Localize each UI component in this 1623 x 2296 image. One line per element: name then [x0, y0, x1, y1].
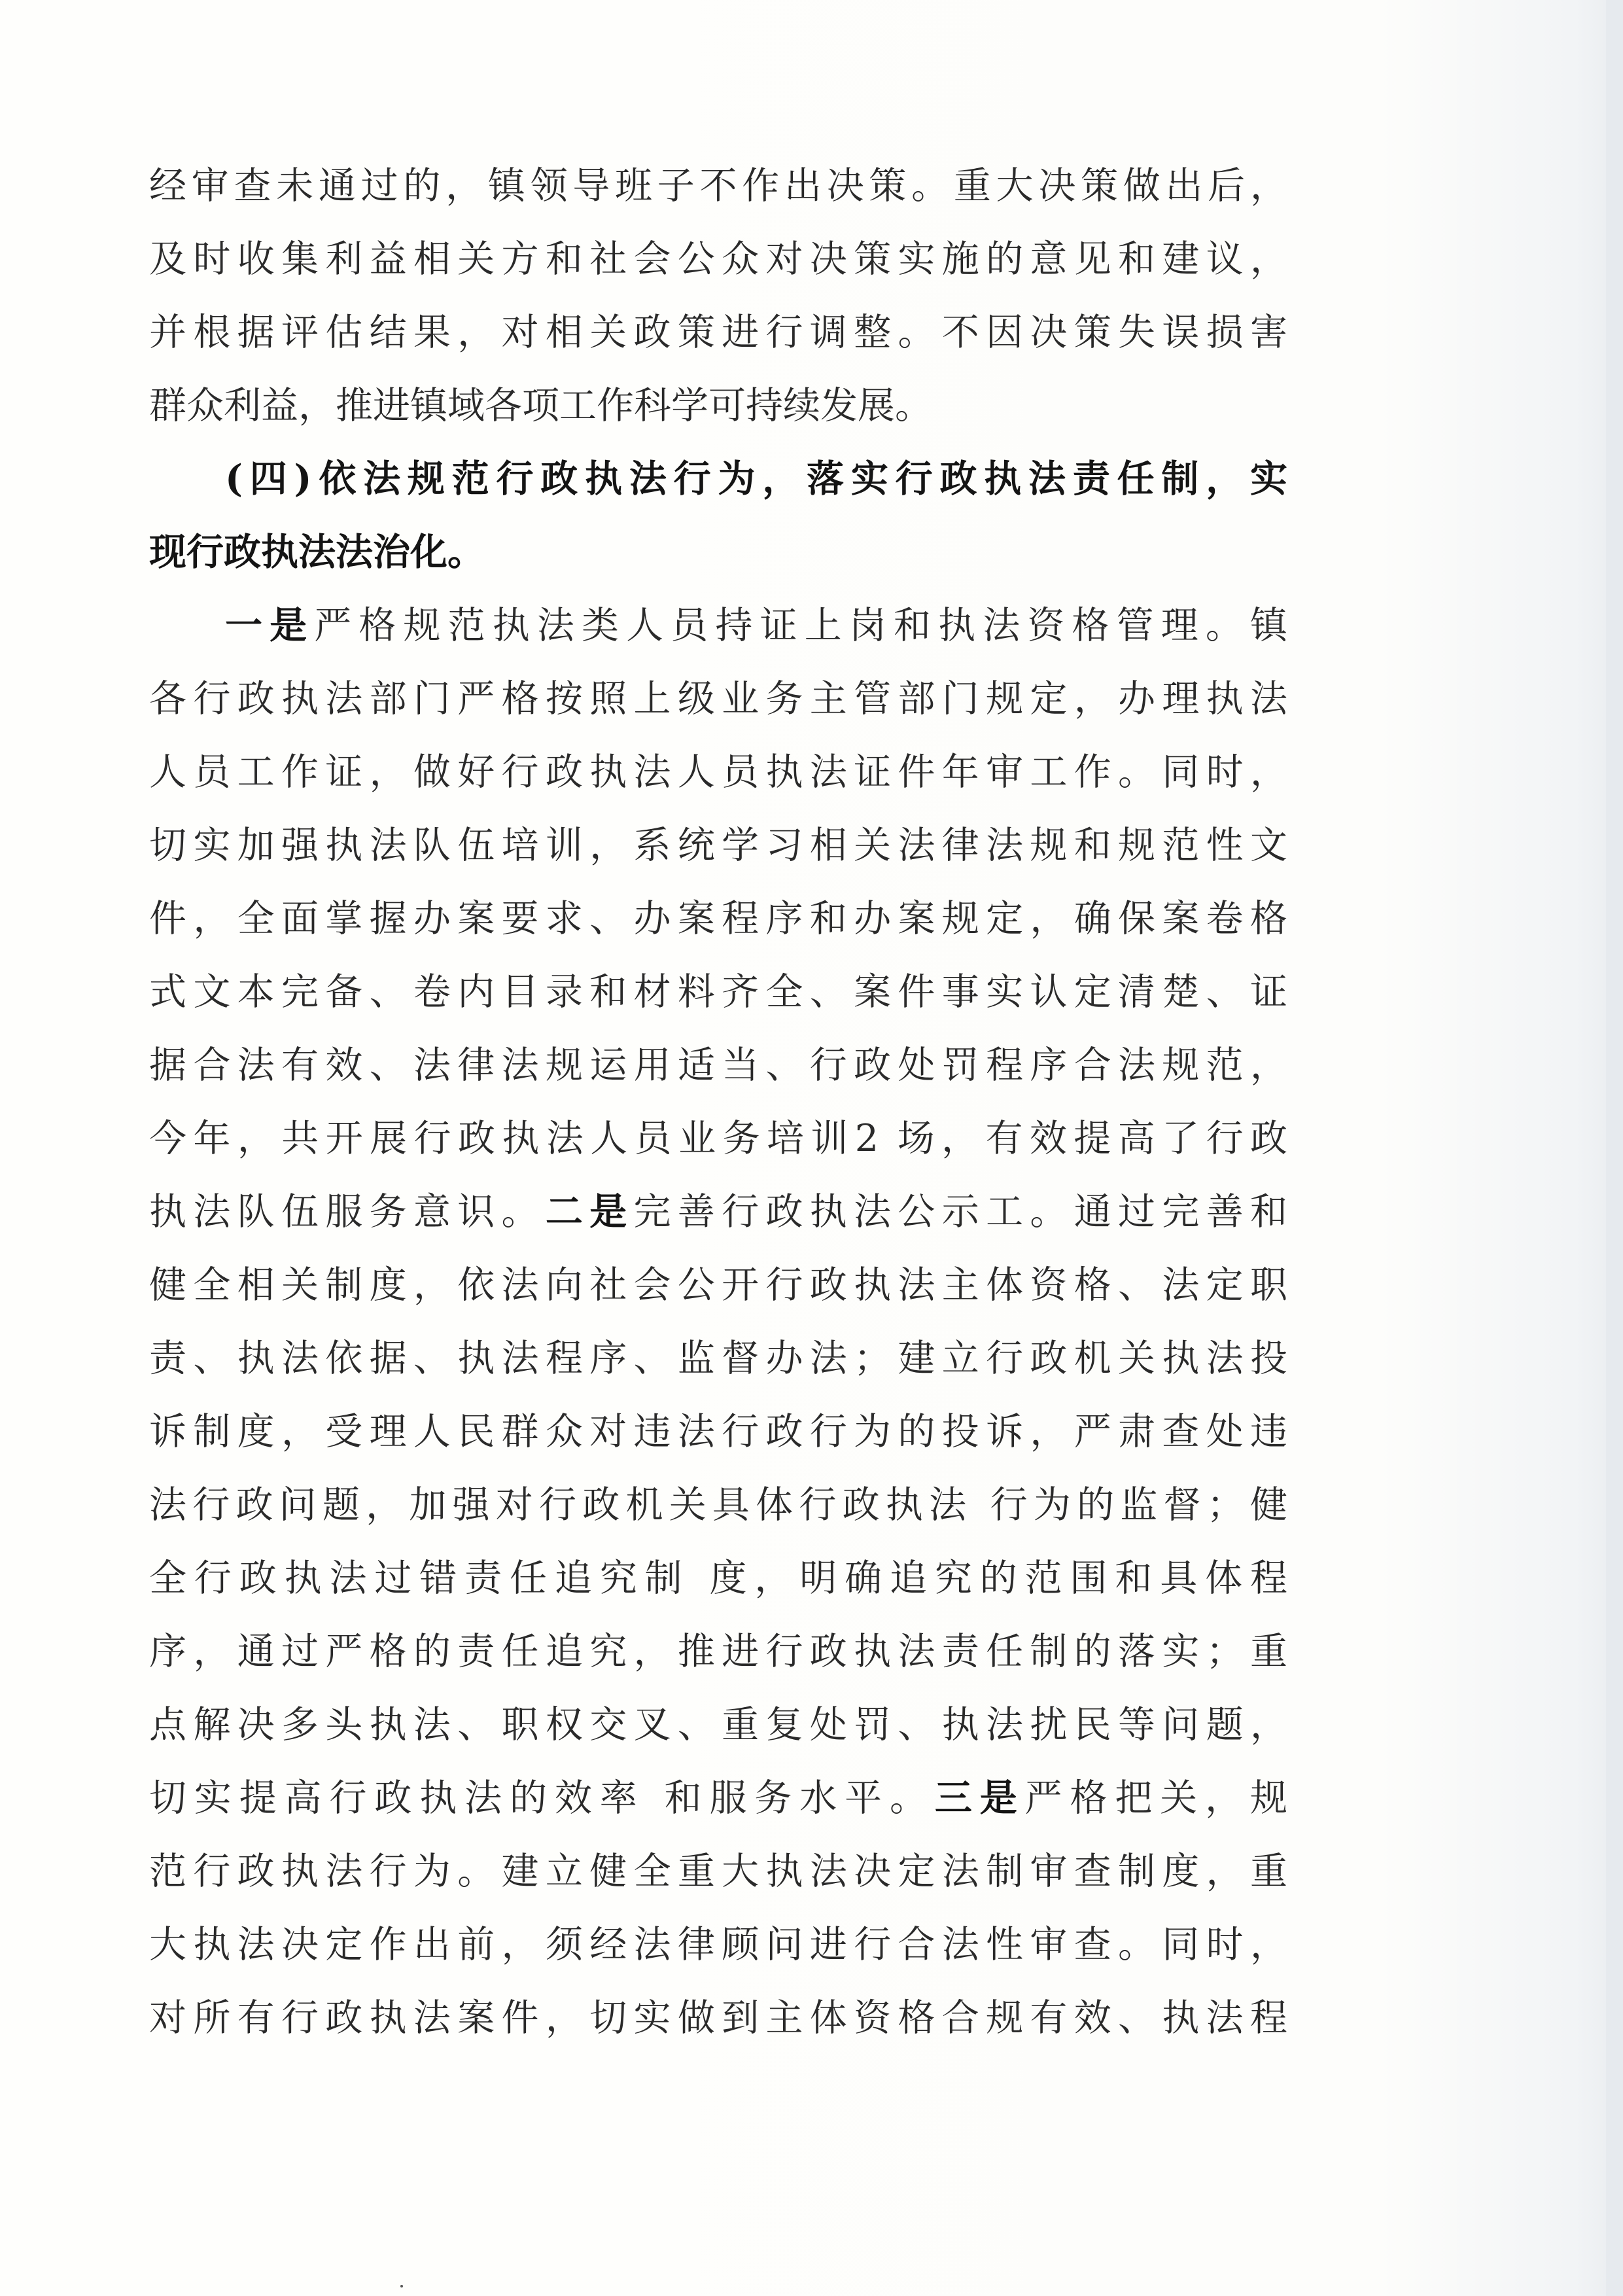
text-line	[149, 1761, 1287, 1835]
text-line: 人员工作证，做好行政执法人员执法证件年审工作。同时，	[149, 751, 1287, 794]
text-line: 切实加强执法队伍培训，系统学习相关法律法规和规范性文	[149, 824, 1287, 867]
text-line: 群众利益，推进镇域各项工作科学可持续发展。	[149, 384, 932, 427]
emphasis-lead: 二是	[545, 1190, 634, 1233]
document-body	[149, 149, 1287, 2055]
text-line: 全行政执法过错责任追究制 度，明确追究的范围和具体程	[149, 1557, 1287, 1600]
text-line: 法行政问题，加强对行政机关具体行政执法 行为的监督；健	[149, 1483, 1287, 1527]
line-text: 完善行政执法公示工。通过完善和	[633, 1190, 1287, 1233]
line-text: 严格把关，规	[1024, 1776, 1287, 1820]
text-line: 范行政执法行为。建立健全重大执法决定法制审查制度，重	[149, 1850, 1287, 1893]
scan-speck	[400, 2285, 403, 2287]
text-line: 式文本完备、卷内目录和材料齐全、案件事实认定清楚、证	[149, 970, 1287, 1014]
text-line: 据合法有效、法律法规运用适当、行政处罚程序合法规范，	[149, 1044, 1287, 1087]
text-line: 对所有行政执法案件，切实做到主体资格合规有效、执法程	[149, 1996, 1287, 2040]
text-line: 今年，共开展行政执法人员业务培训2 场，有效提高了行政	[149, 1117, 1287, 1160]
section-heading: 现行政执法法治化。	[149, 530, 485, 574]
line-text: 执法队伍服务意识。	[149, 1190, 546, 1233]
text-line: 诉制度，受理人民群众对违法行政行为的投诉，严肃查处违	[149, 1410, 1287, 1453]
text-line: 各行政执法部门严格按照上级业务主管部门规定，办理执法	[149, 677, 1287, 720]
line-text: 切实提高行政执法的效率 和服务水平。	[149, 1776, 935, 1820]
text-line: 经审查未通过的，镇领导班子不作出决策。重大决策做出后，	[149, 164, 1287, 207]
text-line: 大执法决定作出前，须经法律顾问进行合法性审查。同时，	[149, 1923, 1287, 1966]
text-line: 点解决多头执法、职权交叉、重复处罚、执法扰民等问题，	[149, 1703, 1287, 1746]
section-heading: (四)依法规范行政执法行为，落实行政执法责任制，实	[225, 457, 1287, 501]
text-line: 及时收集利益相关方和社会公众对决策实施的意见和建议，	[149, 238, 1287, 281]
text-line: 件，全面掌握办案要求、办案程序和办案规定，确保案卷格	[149, 897, 1287, 940]
text-line	[149, 589, 1287, 662]
scan-edge	[1606, 0, 1623, 2296]
emphasis-lead: 三是	[934, 1776, 1025, 1820]
text-line: 健全相关制度，依法向社会公开行政执法主体资格、法定职	[149, 1263, 1287, 1307]
text-line: 责、执法依据、执法程序、监督办法；建立行政机关执法投	[149, 1337, 1287, 1380]
text-line	[149, 1175, 1287, 1248]
text-line: 序，通过严格的责任追究，推进行政执法责任制的落实；重	[149, 1630, 1287, 1673]
line-text: 严格规范执法类人员持证上岗和执法资格管理。镇	[314, 604, 1287, 647]
emphasis-lead: 一是	[225, 603, 315, 647]
text-line: 并根据评估结果，对相关政策进行调整。不因决策失误损害	[149, 311, 1287, 354]
